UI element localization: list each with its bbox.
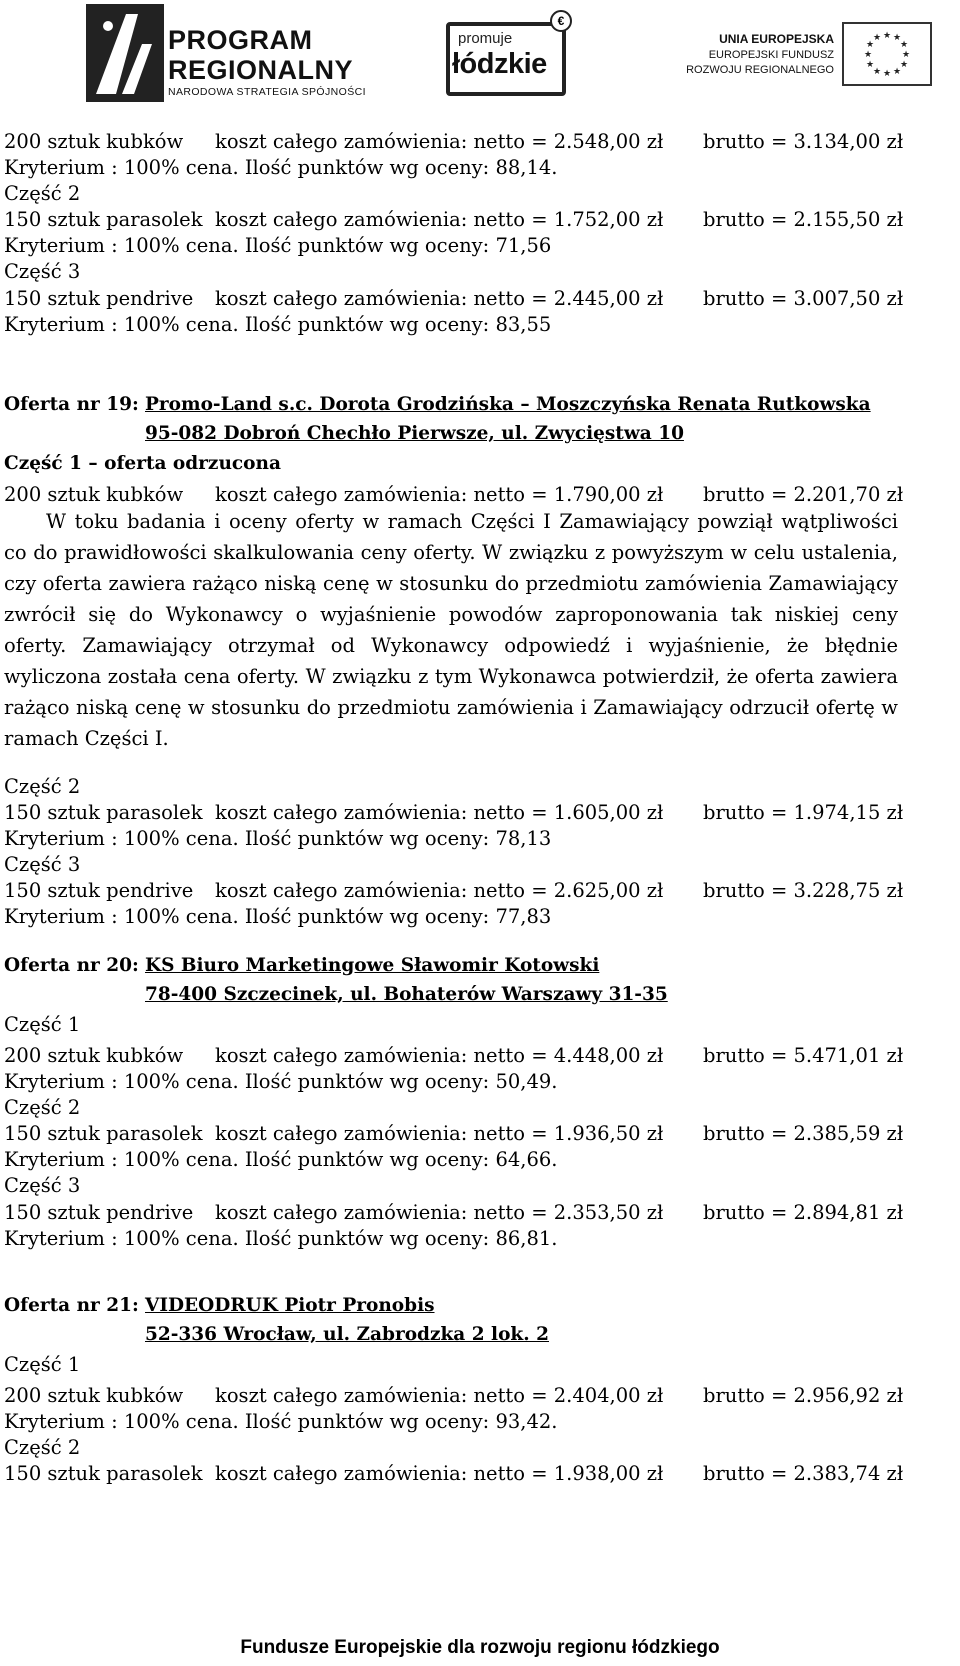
- brutto-value: brutto = 2.383,74 zł: [703, 1462, 904, 1485]
- item-name: 150 sztuk parasolek: [4, 1462, 203, 1485]
- program-regionalny-logo: [78, 4, 418, 102]
- offer-address: 95-082 Dobroń Chechło Pierwsze, ul. Zwycięstwa 10: [145, 423, 684, 444]
- promuje-lodzkie-logo: [440, 10, 570, 92]
- svg-text:★: ★: [872, 33, 882, 43]
- brutto-value: brutto = 2.385,59 zł: [703, 1122, 904, 1145]
- page-footer: Fundusze Europejskie dla rozwoju regionu łódzkiego: [240, 1637, 720, 1658]
- offer-company: VIDEODRUK Piotr Pronobis: [145, 1295, 435, 1316]
- czesc-heading: Część 1 – oferta odrzucona: [4, 453, 281, 474]
- kryterium-line: Kryterium : 100% cena. Ilość punktów wg oceny: 88,14.: [4, 156, 558, 179]
- lodzkie-text: łódzkie: [452, 48, 547, 80]
- brutto-value: brutto = 5.471,01 zł: [703, 1044, 904, 1067]
- svg-text:★: ★: [882, 31, 892, 41]
- euro-icon: €: [550, 10, 572, 32]
- kryterium-line: Kryterium : 100% cena. Ilość punktów wg oceny: 93,42.: [4, 1410, 558, 1433]
- brutto-value: brutto = 3.007,50 zł: [703, 287, 904, 310]
- svg-text:★: ★: [882, 69, 892, 79]
- item-name: 200 sztuk kubków: [4, 1044, 184, 1067]
- netto-value: koszt całego zamówienia: netto = 2.353,50 zł: [215, 1201, 664, 1224]
- offer-label: Oferta nr 21:: [4, 1295, 139, 1316]
- netto-value: koszt całego zamówienia: netto = 2.445,00 zł: [215, 287, 664, 310]
- czesc-heading: Część 2: [4, 182, 81, 205]
- item-name: 150 sztuk pendrive: [4, 1201, 194, 1224]
- kryterium-line: Kryterium : 100% cena. Ilość punktów wg oceny: 83,55: [4, 313, 552, 336]
- czesc-heading: Część 2: [4, 1436, 81, 1459]
- offer-label: Oferta nr 19:: [4, 394, 139, 415]
- brutto-value: brutto = 3.134,00 zł: [703, 130, 904, 153]
- netto-value: koszt całego zamówienia: netto = 2.404,00 zł: [215, 1384, 664, 1407]
- program-regionalny-mark-icon: [86, 4, 164, 102]
- brutto-value: brutto = 2.201,70 zł: [703, 483, 904, 506]
- svg-text:★: ★: [872, 67, 882, 77]
- eu-line1: UNIA EUROPEJSKA: [719, 32, 834, 46]
- netto-value: koszt całego zamówienia: netto = 1.605,00 zł: [215, 801, 664, 824]
- czesc-heading: Część 2: [4, 1096, 81, 1119]
- czesc-heading: Część 3: [4, 1174, 81, 1197]
- item-name: 150 sztuk pendrive: [4, 287, 194, 310]
- offer-company: KS Biuro Marketingowe Sławomir Kotowski: [145, 955, 600, 976]
- kryterium-line: Kryterium : 100% cena. Ilość punktów wg oceny: 71,56: [4, 234, 552, 257]
- item-name: 200 sztuk kubków: [4, 1384, 184, 1407]
- czesc-heading: Część 2: [4, 775, 81, 798]
- eu-logo: [630, 22, 930, 102]
- item-name: 150 sztuk parasolek: [4, 801, 203, 824]
- czesc-heading: Część 3: [4, 260, 81, 283]
- netto-value: koszt całego zamówienia: netto = 1.790,00 zł: [215, 483, 664, 506]
- svg-text:★: ★: [892, 67, 902, 77]
- netto-value: koszt całego zamówienia: netto = 1.938,00 zł: [215, 1462, 664, 1485]
- rejection-paragraph: W toku badania i oceny oferty w ramach Części I Zamawiający powziął wątpliwości co do prawidłowości skalkulowania ceny oferty. W związku z powyższym w celu ustalenia, czy oferta zawiera rażąco niską cenę w stosunku do przedmiotu zamówienia Zamawiający zwrócił się do Wykonawcy o wyjaśnienie powodów zaproponowania tak niskiej ceny oferty. Zamawiający otrzymał od Wykonawcy odpowiedź i wyjaśnienie, że błędnie wyliczona została cena oferty. W związku z tym Wykonawca potwierdził, że oferta zawiera rażąco niską cenę w stosunku do przedmiotu zamówienia i Zamawiający odrzucił ofertę w ramach Części I.: [4, 510, 898, 750]
- czesc-heading: Część 1: [4, 1353, 81, 1376]
- item-name: 200 sztuk kubków: [4, 483, 184, 506]
- eu-flag-icon: [842, 22, 932, 86]
- strategy-text: NARODOWA STRATEGIA SPÓJNOŚCI: [168, 86, 366, 98]
- czesc-heading: Część 1: [4, 1013, 81, 1036]
- svg-text:★: ★: [892, 33, 902, 43]
- brutto-value: brutto = 3.228,75 zł: [703, 879, 904, 902]
- offer-address: 78-400 Szczecinek, ul. Bohaterów Warszawy 31-35: [145, 984, 668, 1005]
- brutto-value: brutto = 2.894,81 zł: [703, 1201, 904, 1224]
- kryterium-line: Kryterium : 100% cena. Ilość punktów wg oceny: 50,49.: [4, 1070, 558, 1093]
- netto-value: koszt całego zamówienia: netto = 2.548,00 zł: [215, 130, 664, 153]
- kryterium-line: Kryterium : 100% cena. Ilość punktów wg oceny: 78,13: [4, 827, 552, 850]
- item-name: 200 sztuk kubków: [4, 130, 184, 153]
- svg-text:★: ★: [865, 60, 875, 70]
- netto-value: koszt całego zamówienia: netto = 1.936,50 zł: [215, 1122, 664, 1145]
- offer-address: 52-336 Wrocław, ul. Zabrodzka 2 lok. 2: [145, 1324, 549, 1345]
- netto-value: koszt całego zamówienia: netto = 1.752,00 zł: [215, 208, 664, 231]
- brutto-value: brutto = 2.956,92 zł: [703, 1384, 904, 1407]
- brutto-value: brutto = 2.155,50 zł: [703, 208, 904, 231]
- brutto-value: brutto = 1.974,15 zł: [703, 801, 904, 824]
- item-name: 150 sztuk parasolek: [4, 208, 203, 231]
- regionalny-text: REGIONALNY: [168, 55, 354, 85]
- item-name: 150 sztuk parasolek: [4, 1122, 203, 1145]
- netto-value: koszt całego zamówienia: netto = 4.448,00 zł: [215, 1044, 664, 1067]
- item-name: 150 sztuk pendrive: [4, 879, 194, 902]
- svg-text:★: ★: [901, 50, 911, 60]
- offer-label: Oferta nr 20:: [4, 955, 139, 976]
- kryterium-line: Kryterium : 100% cena. Ilość punktów wg oceny: 86,81.: [4, 1227, 558, 1250]
- czesc-heading: Część 3: [4, 853, 81, 876]
- eu-line2: EUROPEJSKI FUNDUSZ: [708, 49, 834, 61]
- eu-line3: ROZWOJU REGIONALNEGO: [686, 64, 834, 76]
- kryterium-line: Kryterium : 100% cena. Ilość punktów wg oceny: 77,83: [4, 905, 552, 928]
- svg-text:★: ★: [899, 40, 909, 50]
- page-header: [0, 0, 960, 110]
- svg-text:★: ★: [863, 50, 873, 60]
- svg-text:★: ★: [899, 60, 909, 70]
- kryterium-line: Kryterium : 100% cena. Ilość punktów wg oceny: 64,66.: [4, 1148, 558, 1171]
- svg-text:★: ★: [865, 40, 875, 50]
- program-text: PROGRAM: [168, 25, 313, 55]
- netto-value: koszt całego zamówienia: netto = 2.625,00 zł: [215, 879, 664, 902]
- promuje-text: promuje: [458, 30, 513, 47]
- offer-company: Promo-Land s.c. Dorota Grodzińska – Moszczyńska Renata Rutkowska: [145, 394, 871, 415]
